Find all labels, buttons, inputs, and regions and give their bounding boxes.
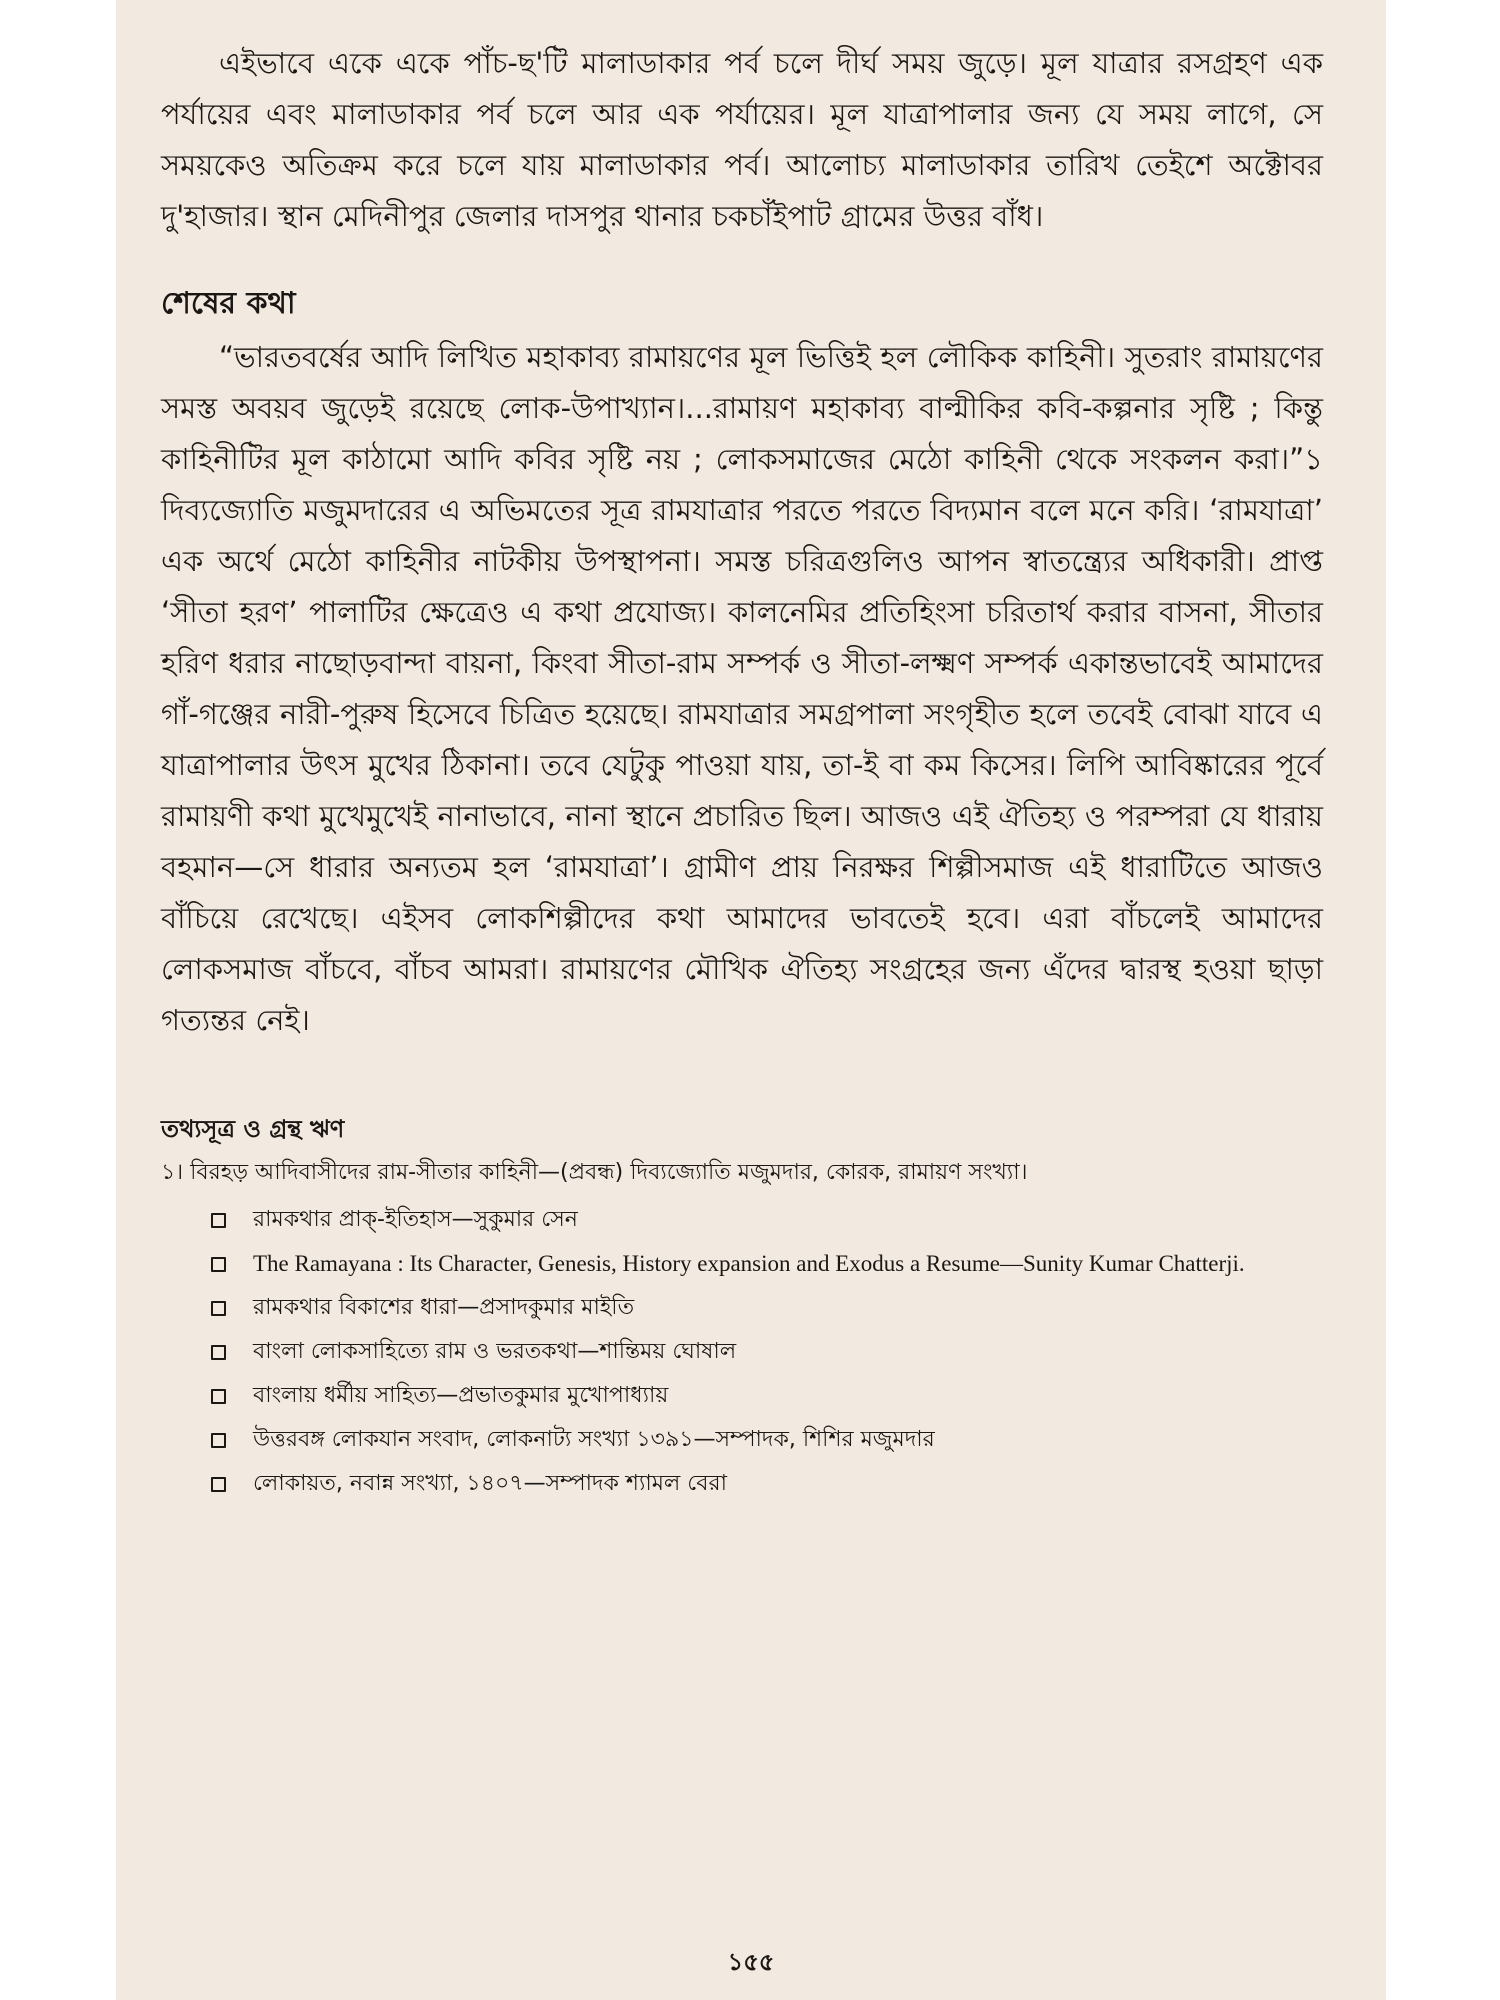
reference-text: লোকায়ত, নবান্ন সংখ্যা, ১৪০৭—সম্পাদক শ্যামল বেরা	[253, 1471, 727, 1496]
main-paragraph: “ভারতবর্ষের আদি লিখিত মহাকাব্য রামায়ণের মূল ভিত্তিই হল লৌকিক কাহিনী। সুতরাং রামায়ণের সমস্ত অবয়ব জুড়েই রয়েছে লোক-উপাখ্যান।...রামায়ণ মহাকাব্য বাল্মীকির কবি-কল্পনার সৃষ্টি ; কিন্তু কাহিনীটির মূল কাঠামো আদি কবির সৃষ্টি নয় ; লোকসমাজের মেঠো কাহিনী থেকে সংকলন করা।”১ দিব্যজ্যোতি মজুমদারের এ অভিমতের সূত্র রামযাত্রার পরতে পরতে বিদ্যমান বলে মনে করি। ‘রামযাত্রা’ এক অর্থে মেঠো কাহিনীর নাটকীয় উপস্থাপনা। সমস্ত চরিত্রগুলিও আপন স্বাতন্ত্র্যের অধিকারী। প্রাপ্ত ‘সীতা হরণ’ পালাটির ক্ষেত্রেও এ কথা প্রযোজ্য। কালনেমির প্রতিহিংসা চরিতার্থ করার বাসনা, সীতার হরিণ ধরার নাছোড়বান্দা বায়না, কিংবা সীতা-রাম সম্পর্ক ও সীতা-লক্ষ্মণ সম্পর্ক একান্তভাবেই আমাদের গাঁ-গঞ্জের নারী-পুরুষ হিসেবে চিত্রিত হয়েছে। রামযাত্রার সমগ্রপালা সংগৃহীত হলে তবেই বোঝা যাবে এ যাত্রাপালার উৎস মুখের ঠিকানা। তবে যেটুকু পাওয়া যায়, তা-ই বা কম কিসের। লিপি আবিষ্কারের পূর্বে রামায়ণী কথা মুখেমুখেই নানাভাবে, নানা স্থানে প্রচারিত ছিল। আজও এই ঐতিহ্য ও পরম্পরা যে ধারায় বহমান—সে ধারার অন্যতম হল ‘রামযাত্রা’। গ্রামীণ প্রায় নিরক্ষর শিল্পীসমাজ এই ধারাটিতে আজও বাঁচিয়ে রেখেছে। এইসব লোকশিল্পীদের কথা আমাদের ভাবতেই হবে। এরা বাঁচলেই আমাদের লোকসমাজ বাঁচবে, বাঁচব আমরা। রামায়ণের মৌখিক ঐতিহ্য সংগ্রহের জন্য এঁদের দ্বারস্থ হওয়া ছাড়া গত্যন্তর নেই।	[161, 340, 1323, 1037]
checkbox-bullet-icon	[211, 1257, 226, 1272]
footnote: ১। বিরহড় আদিবাসীদের রাম-সীতার কাহিনী—(প্রবন্ধ) দিব্যজ্যোতি মজুমদার, কোরক, রামায়ণ সংখ্যা।	[161, 1160, 1028, 1185]
reference-item	[161, 1374, 1323, 1418]
book-page	[116, 0, 1386, 2000]
reference-text: রামকথার প্রাক্-ইতিহাস—সুকুমার সেন	[253, 1207, 578, 1232]
reference-item	[161, 1330, 1323, 1374]
reference-text: উত্তরবঙ্গ লোকযান সংবাদ, লোকনাট্য সংখ্যা ১৩৯১—সম্পাদক, শিশির মজুমদার	[253, 1427, 935, 1452]
reference-item	[161, 1242, 1323, 1286]
checkbox-bullet-icon	[211, 1477, 226, 1492]
reference-item	[161, 1418, 1323, 1462]
sources-heading: তথ্যসূত্র ও গ্রন্থ ঋণ	[161, 1115, 345, 1143]
reference-list	[161, 1198, 1323, 1506]
checkbox-bullet-icon	[211, 1345, 226, 1360]
section-heading: শেষের কথা	[161, 286, 296, 321]
reference-text: বাংলা লোকসাহিত্যে রাম ও ভরতকথা—শান্তিময় ঘোষাল	[253, 1339, 737, 1364]
page-number: ১৫৫	[727, 1948, 775, 1976]
reference-item	[161, 1198, 1323, 1242]
reference-item	[161, 1286, 1323, 1330]
reference-text: The Ramayana : Its Character, Genesis, History expansion and Exodus a Resume—Sunity Kumar Chatterji.	[253, 1251, 1245, 1276]
checkbox-bullet-icon	[211, 1433, 226, 1448]
checkbox-bullet-icon	[211, 1213, 226, 1228]
reference-item	[161, 1462, 1323, 1506]
checkbox-bullet-icon	[211, 1389, 226, 1404]
page-content	[161, 38, 1323, 1506]
reference-text: রামকথার বিকাশের ধারা—প্রসাদকুমার মাইতি	[253, 1295, 635, 1320]
reference-text: বাংলায় ধর্মীয় সাহিত্য—প্রভাতকুমার মুখোপাধ্যায়	[253, 1383, 669, 1408]
checkbox-bullet-icon	[211, 1301, 226, 1316]
intro-paragraph: এইভাবে একে একে পাঁচ-ছ'টি মালাডাকার পর্ব চলে দীর্ঘ সময় জুড়ে। মূল যাত্রার রসগ্রহণ এক পর্যায়ের এবং মালাডাকার পর্ব চলে আর এক পর্যায়ের। মূল যাত্রাপালার জন্য যে সময় লাগে, সে সময়কেও অতিক্রম করে চলে যায় মালাডাকার পর্ব। আলোচ্য মালাডাকার তারিখ তেইশে অক্টোবর দু'হাজার। স্থান মেদিনীপুর জেলার দাসপুর থানার চকচাঁইপাট গ্রামের উত্তর বাঁধ।	[161, 46, 1323, 233]
